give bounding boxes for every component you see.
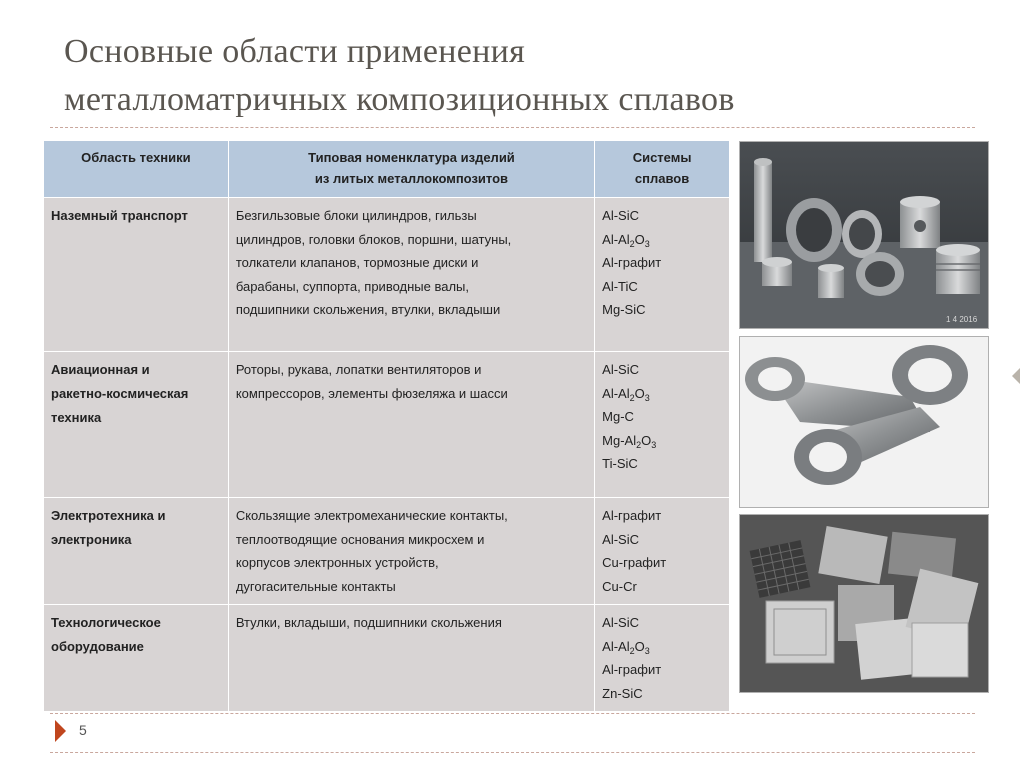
header-area-label: Область техники xyxy=(81,150,191,165)
connecting-rods-illustration xyxy=(740,337,988,507)
system-item: Cu-графит xyxy=(602,555,667,570)
items-line: Втулки, вкладыши, подшипники скольжения xyxy=(235,615,502,630)
system-item: Mg-C xyxy=(602,409,634,424)
items-line: дугогасительные контакты xyxy=(235,578,396,594)
photo-engine-parts xyxy=(739,141,989,329)
cell-items xyxy=(228,352,594,498)
items-line: Скользящие электромеханические контакты, xyxy=(235,508,508,523)
cell-systems xyxy=(595,498,730,605)
area-line: электроника xyxy=(51,532,132,547)
system-item: $Mg-Al_2O_3$ xyxy=(602,432,657,450)
items-line: Роторы, рукава, лопатки вентиляторов и xyxy=(235,362,482,377)
photo-electronic-substrates xyxy=(739,514,989,693)
system-item: Al-SiC xyxy=(602,531,639,547)
area-line: оборудование xyxy=(51,639,144,654)
header-items xyxy=(228,141,594,198)
system-item: Ti-SiC xyxy=(602,456,638,471)
header-items-line-2: из литых металлокомпозитов xyxy=(314,171,509,186)
system-item: $Al-Al_2O_3$ xyxy=(602,385,650,403)
applications-table xyxy=(43,140,730,712)
items-line: компрессоров, элементы фюзеляжа и шасси xyxy=(235,385,508,401)
slide-title-line-1: Основные области применения xyxy=(64,33,526,70)
photo-date-stamp: 1 4 2016 xyxy=(946,315,978,324)
table-header-row xyxy=(44,141,730,198)
header-items-line-1: Типовая номенклатура изделий xyxy=(308,150,515,165)
area-line: Наземный транспорт xyxy=(51,208,188,223)
footer-divider xyxy=(50,713,975,714)
items-line: корпусов электронных устройств, xyxy=(235,555,439,570)
bullet-arrow-icon xyxy=(55,720,66,742)
page-number: 5 xyxy=(79,722,87,738)
electronic-substrates-illustration xyxy=(740,515,988,692)
cell-area xyxy=(44,605,229,712)
items-line: цилиндров, головки блоков, поршни, шатуны, xyxy=(235,231,512,247)
photo-connecting-rods xyxy=(739,336,989,508)
table-body xyxy=(44,198,730,712)
cell-systems xyxy=(595,352,730,498)
system-item: $Al-Al_2O_3$ xyxy=(602,231,650,249)
title-divider xyxy=(50,127,975,128)
header-systems-line-2: сплавов xyxy=(634,171,690,186)
system-item: $Al-Al_2O_3$ xyxy=(602,638,650,656)
system-item: Al-SiC xyxy=(602,208,639,223)
system-item: Zn-SiC xyxy=(602,685,643,701)
area-line: Технологическое xyxy=(51,615,161,630)
cell-items xyxy=(228,605,594,712)
engine-parts-illustration xyxy=(740,142,988,328)
table-row xyxy=(44,198,730,352)
slide-edge-marker xyxy=(1012,368,1020,384)
cell-area xyxy=(44,198,229,352)
items-line: подшипники скольжения, втулки, вкладыши xyxy=(235,302,501,317)
system-item: Al-SiC xyxy=(602,615,639,630)
system-item: Mg-SiC xyxy=(602,302,646,317)
system-item: Al-TiC xyxy=(602,278,638,294)
header-systems xyxy=(595,141,730,198)
cell-items xyxy=(228,498,594,605)
cell-items xyxy=(228,198,594,352)
cell-systems xyxy=(595,605,730,712)
area-line: Авиационная и xyxy=(51,362,150,377)
slide-title xyxy=(64,28,964,124)
area-line: Электротехника и xyxy=(51,508,166,523)
system-item: Cu-Cr xyxy=(602,578,637,594)
area-line: ракетно-космическая xyxy=(51,386,189,401)
items-line: Безгильзовые блоки цилиндров, гильзы xyxy=(235,208,477,223)
items-line: толкатели клапанов, тормозные диски и xyxy=(235,255,479,270)
items-line: барабаны, суппорта, приводные валы, xyxy=(235,278,470,294)
cell-area xyxy=(44,352,229,498)
system-item: Al-графит xyxy=(602,662,662,677)
table-row xyxy=(44,352,730,498)
items-line: теплоотводящие основания микросхем и xyxy=(235,531,485,547)
slide-title-line-2: металломатричных композиционных сплавов xyxy=(64,81,735,118)
area-line: техника xyxy=(51,410,102,425)
header-systems-line-1: Системы xyxy=(632,150,692,165)
cell-systems xyxy=(595,198,730,352)
table-row xyxy=(44,498,730,605)
cell-area xyxy=(44,498,229,605)
header-area xyxy=(44,141,229,198)
system-item: Al-графит xyxy=(602,255,662,270)
system-item: Al-SiC xyxy=(602,362,639,377)
table-row xyxy=(44,605,730,712)
system-item: Al-графит xyxy=(602,508,662,523)
footer-bottom-divider xyxy=(50,752,975,753)
